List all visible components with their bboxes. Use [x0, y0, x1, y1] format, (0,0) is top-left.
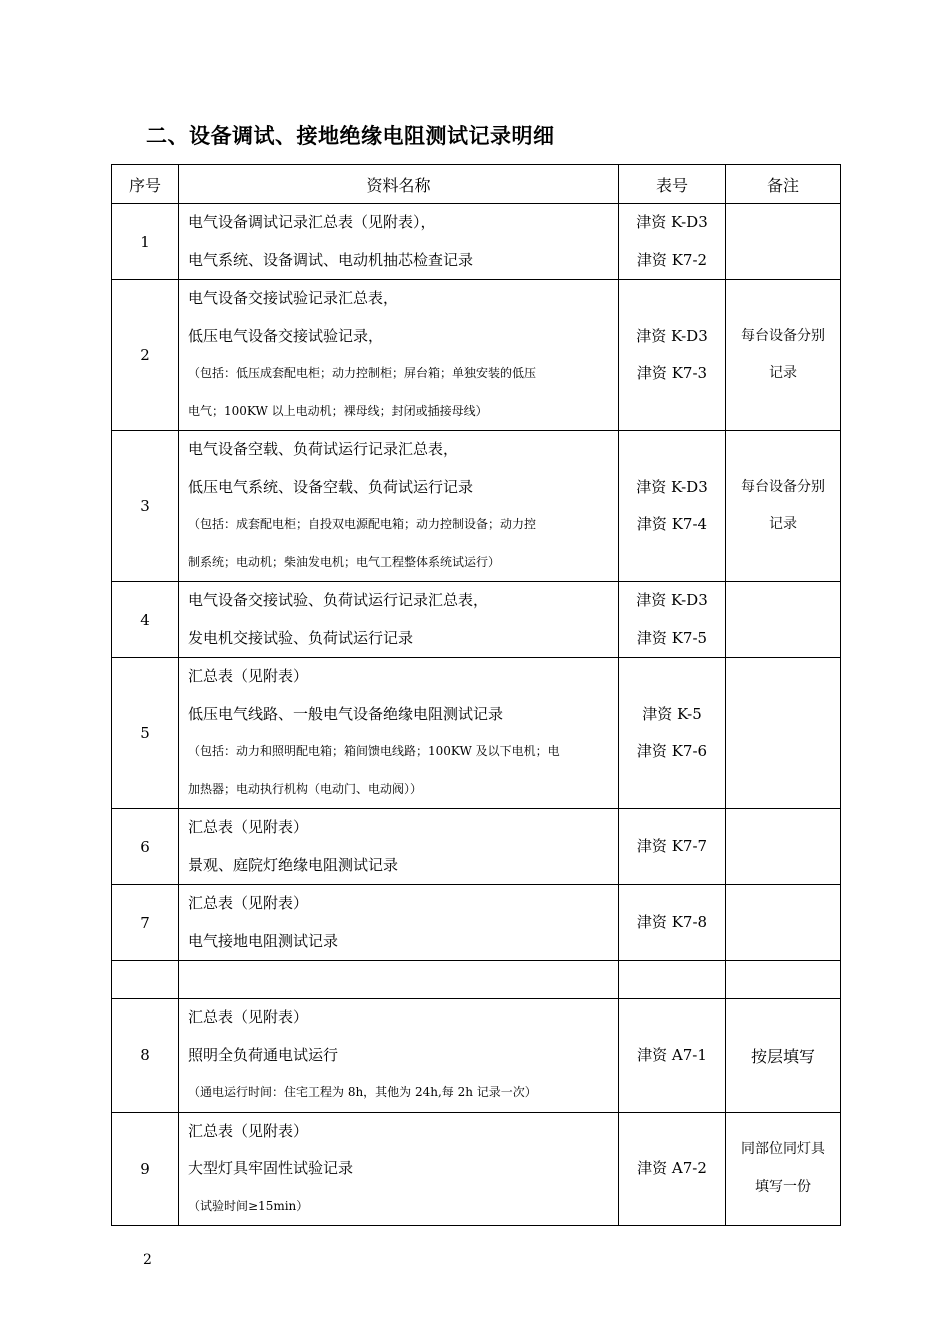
table-row: [112, 658, 841, 809]
code-line: 津资 K7-5: [636, 628, 708, 647]
page-number: 2: [143, 1252, 152, 1268]
name-note: （通电运行时间：住宅工程为 8h，其他为 24h,每 2h 记录一次）: [188, 1085, 537, 1099]
row-no: 5: [112, 658, 179, 809]
row-code: [619, 999, 726, 1113]
row-no: 9: [112, 1112, 179, 1226]
name-note: 电气；100KW 以上电动机；裸母线；封闭或插接母线）: [188, 403, 488, 418]
header-no: 序号: [112, 165, 179, 204]
name-line: 汇总表（见附表）: [188, 894, 309, 912]
name-line: 低压电气设备交接试验记录，: [188, 326, 384, 345]
name-line: 低压电气线路、一般电气设备绝缘电阻测试记录: [188, 704, 504, 723]
name-note: 加热器；电动执行机构（电动门、电动阀））: [188, 781, 423, 796]
row-code: [619, 809, 726, 885]
row-no: 7: [112, 885, 179, 961]
row-note: [726, 885, 841, 961]
note-line: 每台设备分别: [741, 327, 825, 344]
table-row: [112, 1112, 841, 1226]
empty-cell: [112, 961, 179, 999]
row-code: [619, 204, 726, 280]
header-note: 备注: [726, 165, 841, 204]
table-row: [112, 204, 841, 280]
name-line: 低压电气系统、设备空载、负荷试运行记录: [188, 477, 474, 496]
row-code: [619, 658, 726, 809]
name-note: 制系统；电动机；柴油发电机；电气工程整体系统试运行）: [188, 554, 501, 569]
name-line: 景观、庭院灯绝缘电阻测试记录: [188, 855, 399, 874]
name-line: 电气设备调试记录汇总表（见附表），: [188, 213, 436, 231]
note-line: 填写一份: [755, 1178, 811, 1195]
row-name: [179, 204, 619, 280]
header-name: 资料名称: [179, 165, 619, 204]
row-note: [726, 658, 841, 809]
code-line: 津资 K-D3: [636, 213, 708, 231]
row-note: [726, 431, 841, 582]
row-no: 8: [112, 999, 179, 1113]
row-name: [179, 658, 619, 809]
row-name: [179, 431, 619, 582]
name-line: 汇总表（见附表）: [188, 1008, 309, 1026]
row-name: [179, 885, 619, 961]
name-line: 汇总表（见附表）: [188, 667, 309, 685]
row-note: [726, 809, 841, 885]
note-line: 记录: [769, 365, 797, 381]
note-line: 同部位同灯具: [741, 1141, 825, 1158]
row-code: [619, 1112, 726, 1226]
empty-cell: [179, 961, 619, 999]
row-name: [179, 1112, 619, 1226]
name-note: （包括：成套配电柜；自投双电源配电箱；动力控制设备；动力控: [188, 517, 537, 531]
row-no: 1: [112, 204, 179, 280]
row-code: [619, 280, 726, 431]
row-code: [619, 885, 726, 961]
table-row-empty: [112, 961, 841, 999]
name-line: 电气设备交接试验记录汇总表，: [188, 289, 399, 307]
name-line: 汇总表（见附表）: [188, 818, 309, 836]
section-title: 二、设备调试、接地绝缘电阻测试记录明细: [146, 124, 555, 148]
name-line: 电气系统、设备调试、电动机抽芯检查记录: [188, 250, 474, 269]
name-note: （包括：动力和照明配电箱；箱间馈电线路；100KW 及以下电机；电: [188, 744, 560, 758]
name-line: 发电机交接试验、负荷试运行记录: [188, 628, 414, 647]
row-no: 6: [112, 809, 179, 885]
name-line: 照明全负荷通电试运行: [188, 1045, 339, 1064]
row-note: 按层填写: [726, 999, 841, 1113]
code-line: 津资 K-D3: [636, 591, 708, 609]
empty-cell: [619, 961, 726, 999]
table-row: [112, 809, 841, 885]
table-row: [112, 280, 841, 431]
code-line: 津资 K-D3: [636, 326, 708, 345]
row-name: [179, 809, 619, 885]
note-line: 每台设备分别: [741, 478, 825, 495]
code-line: 津资 A7-2: [637, 1159, 707, 1177]
records-table: [111, 164, 841, 1226]
name-line: 大型灯具牢固性试验记录: [188, 1159, 354, 1177]
row-no: 2: [112, 280, 179, 431]
table-row: [112, 999, 841, 1113]
name-note: （包括：低压成套配电柜；动力控制柜；屏台箱；单独安装的低压: [188, 366, 537, 380]
row-note: [726, 204, 841, 280]
table-row: [112, 885, 841, 961]
row-name: [179, 999, 619, 1113]
row-note: [726, 1112, 841, 1226]
table-header-row: [112, 165, 841, 204]
name-line: 汇总表（见附表）: [188, 1121, 309, 1140]
code-line: 津资 K-5: [642, 704, 702, 723]
code-line: 津资 K7-3: [636, 364, 708, 382]
code-line: 津资 K7-7: [636, 836, 708, 855]
table-row: [112, 431, 841, 582]
name-line: 电气接地电阻测试记录: [188, 931, 339, 950]
row-note: [726, 582, 841, 658]
row-name: [179, 280, 619, 431]
row-no: 3: [112, 431, 179, 582]
row-note: [726, 280, 841, 431]
row-no: 4: [112, 582, 179, 658]
code-line: 津资 K7-2: [636, 250, 708, 269]
header-code: 表号: [619, 165, 726, 204]
code-line: 津资 K7-6: [636, 742, 708, 760]
name-note: （试验时间≥15min）: [188, 1198, 309, 1213]
name-line: 电气设备空载、负荷试运行记录汇总表，: [188, 440, 459, 458]
empty-cell: [726, 961, 841, 999]
table-row: [112, 582, 841, 658]
row-code: [619, 582, 726, 658]
note-line: 记录: [769, 516, 797, 532]
code-line: 津资 A7-1: [637, 1045, 707, 1064]
row-name: [179, 582, 619, 658]
code-line: 津资 K-D3: [636, 477, 708, 496]
code-line: 津资 K7-4: [636, 515, 708, 533]
code-line: 津资 K7-8: [636, 912, 708, 931]
name-line: 电气设备交接试验、负荷试运行记录汇总表，: [188, 591, 489, 609]
row-code: [619, 431, 726, 582]
